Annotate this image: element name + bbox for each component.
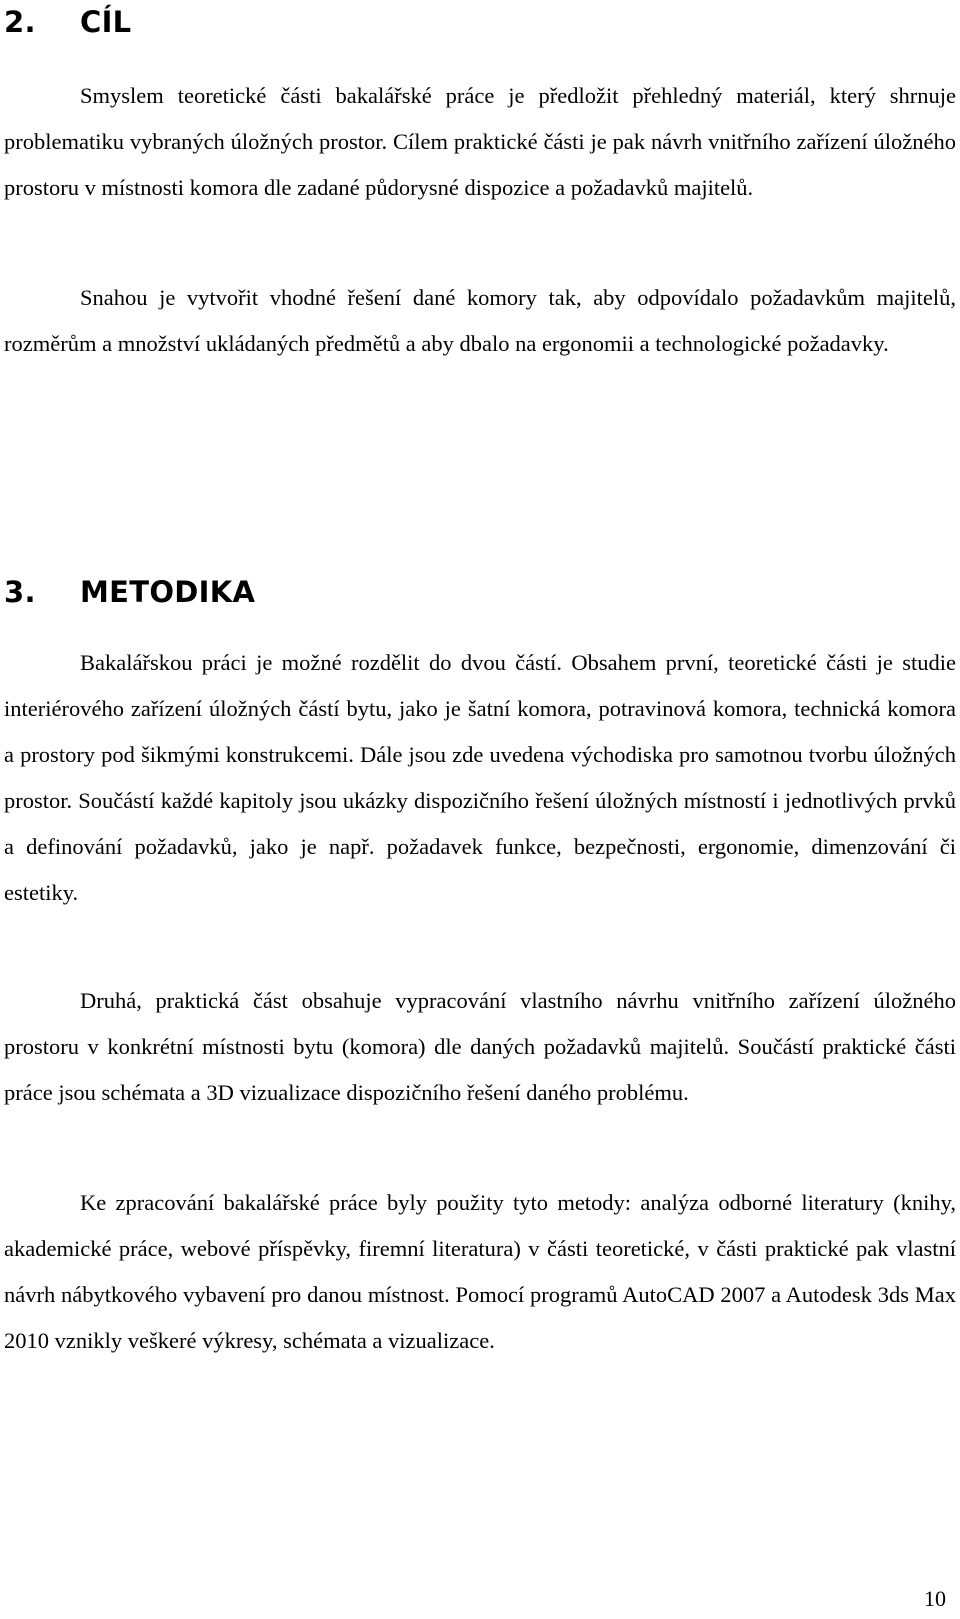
section-number: 3.	[4, 575, 36, 609]
page-number: 10	[924, 1586, 946, 1611]
section-number: 2.	[4, 5, 36, 39]
section-heading-metodika	[4, 574, 255, 610]
section-heading-cil	[4, 4, 131, 40]
paragraph: Bakalářskou práci je možné rozdělit do dvou částí. Obsahem první, teoretické části je studie interiérového zařízení úložných částí bytu, jako je šatní komora, potravinová komora, technická komora a prostory pod šikmými konstrukcemi. Dále jsou zde uvedena východiska pro samotnou tvorbu úložných prostor. Součástí každé kapitoly jsou ukázky dispozičního řešení úložných místností i jednotlivých prvků a definování požadavků, jako je např. požadavek funkce, bezpečnosti, ergonomie, dimenzování či estetiky.	[4, 650, 956, 905]
paragraph: Smyslem teoretické části bakalářské práce je předložit přehledný materiál, který shrnuje problematiku vybraných úložných prostor. Cílem praktické části je pak návrh vnitřního zařízení úložného prostoru v místnosti komora dle zadané půdorysné dispozice a požadavků majitelů.	[4, 83, 956, 200]
section-title: CÍL	[80, 5, 132, 39]
section-title: METODIKA	[80, 575, 256, 609]
paragraph: Ke zpracování bakalářské práce byly použity tyto metody: analýza odborné literatury (knihy, akademické práce, webové příspěvky, firemní literatura) v části teoretické, v části praktické pak vlastní návrh nábytkového vybavení pro danou místnost. Pomocí programů AutoCAD 2007 a Autodesk 3ds Max 2010 vznikly veškeré výkresy, schémata a vizualizace.	[4, 1190, 956, 1353]
paragraph: Snahou je vytvořit vhodné řešení dané komory tak, aby odpovídalo požadavkům majitelů, rozměrům a množství ukládaných předmětů a aby dbalo na ergonomii a technologické požadavky.	[4, 285, 956, 356]
paragraph: Druhá, praktická část obsahuje vypracování vlastního návrhu vnitřního zařízení úložného prostoru v konkrétní místnosti bytu (komora) dle daných požadavků majitelů. Součástí praktické části práce jsou schémata a 3D vizualizace dispozičního řešení daného problému.	[4, 988, 956, 1105]
